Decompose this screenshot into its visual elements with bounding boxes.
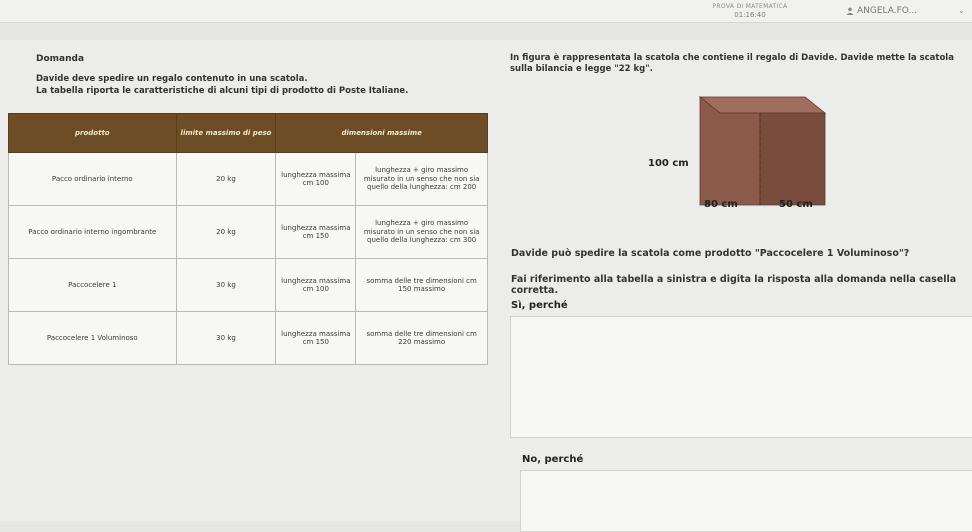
dimension-cell: lunghezza massima cm 150 bbox=[276, 312, 356, 365]
question-label: Domanda bbox=[36, 54, 85, 64]
intro-text-line1: Davide deve spedire un regalo contenuto in una scatola. bbox=[36, 74, 308, 84]
table-row bbox=[9, 206, 488, 259]
dimension-note-cell: lunghezza + giro massimo misurato in un senso che non sia quello della lunghezza: cm 200 bbox=[356, 153, 488, 206]
table-row bbox=[9, 153, 488, 206]
problem-text-line1: In figura è rappresentata la scatola che contiene il regalo di Davide. Davide mette la scatola bbox=[510, 53, 954, 63]
header-weight: limite massimo di peso bbox=[176, 114, 276, 153]
table-row bbox=[9, 312, 488, 365]
answer-no-textbox[interactable] bbox=[520, 470, 972, 532]
chevron-down-icon[interactable]: ⌄ bbox=[958, 6, 965, 15]
product-cell: Pacco ordinario interno ingombrante bbox=[9, 206, 177, 259]
header-dimensions: dimensioni massime bbox=[276, 114, 488, 153]
problem-text-line2: sulla bilancia e legge "22 kg". bbox=[510, 64, 653, 74]
table-header-row bbox=[9, 114, 488, 153]
width-label: 80 cm bbox=[704, 199, 738, 210]
exam-title: PROVA DI MATEMATICA bbox=[712, 3, 788, 10]
dimension-note-cell: somma delle tre dimensioni cm 220 massimo bbox=[356, 312, 488, 365]
user-menu[interactable] bbox=[846, 6, 917, 16]
user-name: ANGELA.FO... bbox=[857, 6, 918, 16]
box-front-face bbox=[700, 97, 760, 205]
height-label: 100 cm bbox=[648, 158, 689, 169]
weight-cell: 30 kg bbox=[176, 259, 276, 312]
option-no-label: No, perché bbox=[522, 454, 584, 465]
product-cell: Paccocelere 1 Voluminoso bbox=[9, 312, 177, 365]
table-row bbox=[9, 259, 488, 312]
product-cell: Pacco ordinario interno bbox=[9, 153, 177, 206]
dimension-note-cell: somma delle tre dimensioni cm 150 massimo bbox=[356, 259, 488, 312]
timer: 01:16:40 bbox=[734, 11, 766, 19]
instruction-text: Fai riferimento alla tabella a sinistra e digita la risposta alla domanda nella casella corretta. bbox=[511, 274, 957, 296]
intro-text-line2: La tabella riporta le caratteristiche di alcuni tipi di prodotto di Poste Italiane. bbox=[36, 86, 409, 96]
dimension-note-cell: lunghezza + giro massimo misurato in un senso che non sia quello della lunghezza: cm 300 bbox=[356, 206, 488, 259]
weight-cell: 30 kg bbox=[176, 312, 276, 365]
dimension-cell: lunghezza massima cm 100 bbox=[276, 259, 356, 312]
question-text: Davide può spedire la scatola come prodotto "Paccocelere 1 Voluminoso"? bbox=[511, 248, 910, 259]
dimension-cell: lunghezza massima cm 150 bbox=[276, 206, 356, 259]
top-bar bbox=[0, 0, 972, 23]
header-product: prodotto bbox=[9, 114, 177, 153]
dimension-cell: lunghezza massima cm 100 bbox=[276, 153, 356, 206]
box-top-face bbox=[700, 97, 825, 113]
box-figure bbox=[640, 95, 840, 215]
depth-label: 50 cm bbox=[779, 199, 813, 210]
product-cell: Paccocelere 1 bbox=[9, 259, 177, 312]
weight-cell: 20 kg bbox=[176, 206, 276, 259]
user-icon bbox=[846, 7, 854, 15]
answer-yes-textbox[interactable] bbox=[510, 316, 972, 438]
weight-cell: 20 kg bbox=[176, 153, 276, 206]
option-yes-label: Sì, perché bbox=[511, 300, 568, 311]
box-side-face bbox=[760, 113, 825, 205]
products-table bbox=[8, 113, 488, 365]
